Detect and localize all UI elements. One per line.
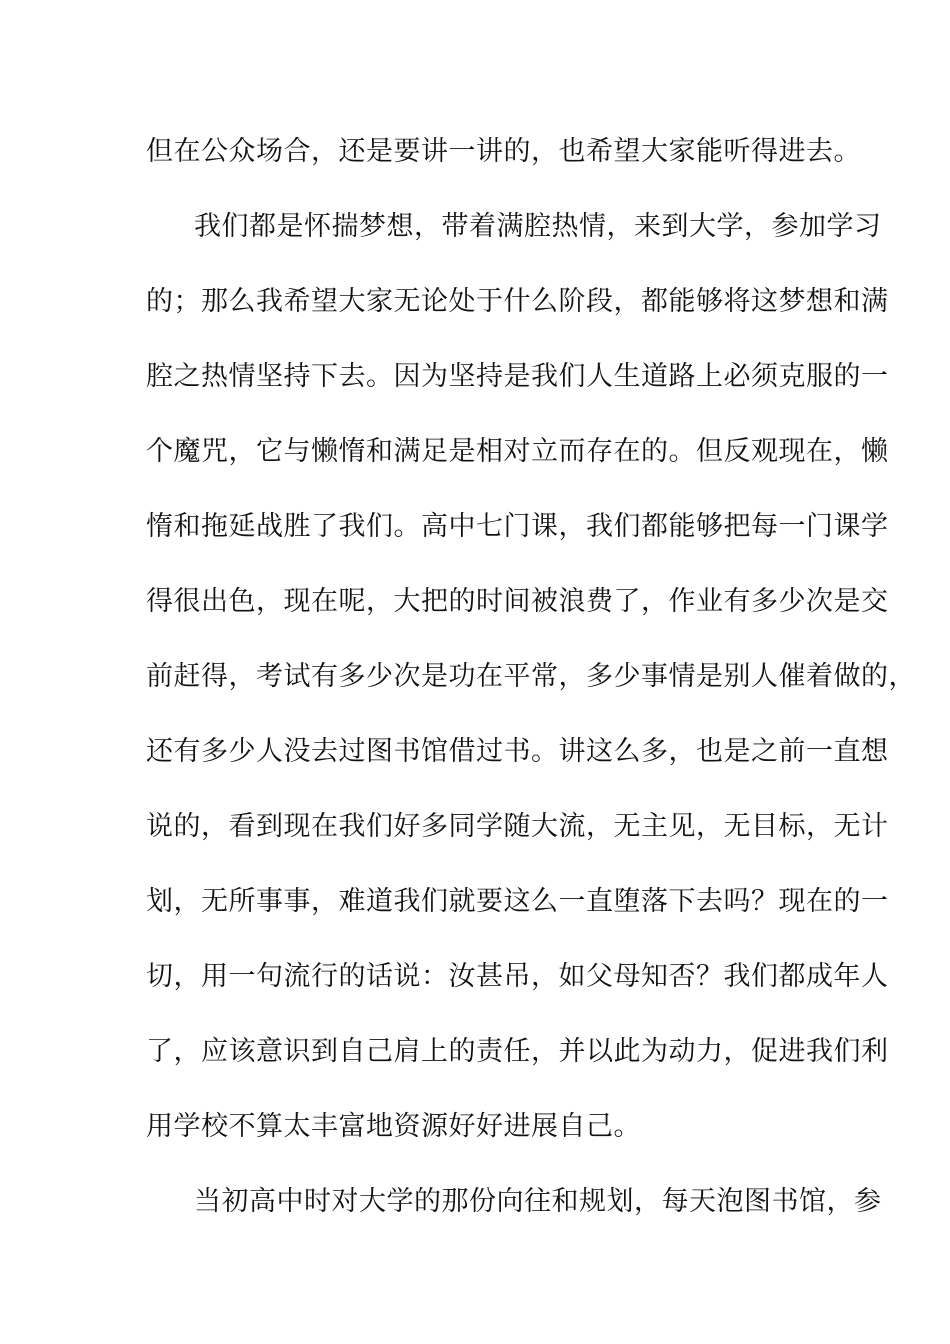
text-line: 腔之热情坚持下去。因为坚持是我们人生道路上必须克服的一: [146, 361, 889, 392]
text-line: 划，无所事事，难道我们就要这么一直堕落下去吗？现在的一: [146, 886, 889, 917]
paragraph-first-line: 我们都是怀揣梦想，带着满腔热情，来到大学，参加学习: [194, 211, 882, 242]
text-line: 还有多少人没去过图书馆借过书。讲这么多，也是之前一直想: [146, 736, 889, 767]
text-line: 切，用一句流行的话说：汝甚吊，如父母知否？我们都成年人: [146, 961, 889, 992]
text-line: 前赶得，考试有多少次是功在平常，多少事情是别人催着做的，: [146, 661, 916, 692]
text-line: 得很出色，现在呢，大把的时间被浪费了，作业有多少次是交: [146, 586, 889, 617]
paragraph-first-line: 当初高中时对大学的那份向往和规划，每天泡图书馆，参: [194, 1186, 882, 1217]
text-line: 惰和拖延战胜了我们。高中七门课，我们都能够把每一门课学: [146, 511, 889, 542]
text-line: 说的，看到现在我们好多同学随大流，无主见，无目标，无计: [146, 811, 889, 842]
text-line: 用学校不算太丰富地资源好好进展自己。: [146, 1111, 641, 1142]
text-line: 了，应该意识到自己肩上的责任，并以此为动力，促进我们利: [146, 1036, 889, 1067]
text-line: 个魔咒，它与懒惰和满足是相对立而存在的。但反观现在，懒: [146, 436, 889, 467]
text-line: 但在公众场合，还是要讲一讲的，也希望大家能听得进去。: [146, 136, 861, 167]
text-line: 的；那么我希望大家无论处于什么阶段，都能够将这梦想和满: [146, 286, 889, 317]
